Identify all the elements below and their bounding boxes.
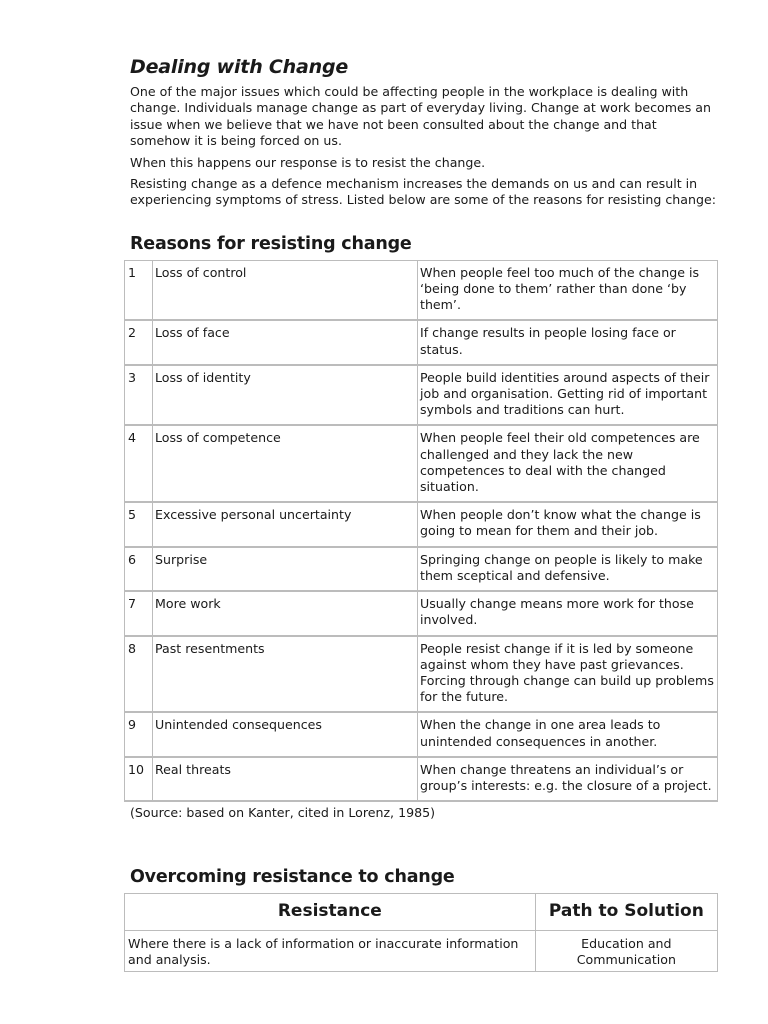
reason-title: Unintended consequences xyxy=(153,713,418,757)
reason-description: Usually change means more work for those involved. xyxy=(418,592,718,636)
table-header-row xyxy=(125,893,718,930)
overcome-table xyxy=(124,893,718,972)
intro-paragraph: Resisting change as a defence mechanism increases the demands on us and can result in experiencing symptoms of stress. Listed below are some of the reasons for resisting change: xyxy=(130,176,716,208)
reason-title: Surprise xyxy=(153,548,418,592)
reason-title: Excessive personal uncertainty xyxy=(153,503,418,547)
reason-number: 2 xyxy=(125,321,153,365)
reason-number: 4 xyxy=(125,426,153,503)
reason-number: 3 xyxy=(125,366,153,427)
reason-description: If change results in people losing face or status. xyxy=(418,321,718,365)
intro-paragraph: When this happens our response is to resist the change. xyxy=(130,154,486,170)
reason-description: When change threatens an individual’s or group’s interests: e.g. the closure of a project. xyxy=(418,758,718,802)
reason-description: People build identities around aspects of their job and organisation. Getting rid of important symbols and traditions can hurt. xyxy=(418,366,718,427)
intro-paragraph: One of the major issues which could be affecting people in the workplace is dealing with change. Individuals manage change as part of everyday living. Change at work becomes an issue when we believe that we have not been consulted about the change and that somehow it is being forced on us. xyxy=(130,84,711,149)
resistance-column-header: Resistance xyxy=(125,893,536,930)
reason-title: More work xyxy=(153,592,418,636)
reason-description: When people feel too much of the change is ‘being done to them’ rather than done ‘by them’. xyxy=(418,261,718,322)
table-row xyxy=(125,548,718,592)
reason-title: Loss of identity xyxy=(153,366,418,427)
table-row xyxy=(125,637,718,714)
overcome-heading: Overcoming resistance to change xyxy=(130,866,455,887)
reason-number: 8 xyxy=(125,637,153,714)
resistance-cell: Where there is a lack of information or inaccurate information and analysis. xyxy=(125,930,536,971)
reason-number: 5 xyxy=(125,503,153,547)
path-column-header: Path to Solution xyxy=(535,893,717,930)
reason-number: 10 xyxy=(125,758,153,802)
table-row xyxy=(125,426,718,503)
reason-number: 7 xyxy=(125,592,153,636)
reasons-heading: Reasons for resisting change xyxy=(130,233,412,254)
reason-title: Real threats xyxy=(153,758,418,802)
reason-title: Loss of control xyxy=(153,261,418,322)
reason-number: 9 xyxy=(125,713,153,757)
reason-description: When the change in one area leads to unintended consequences in another. xyxy=(418,713,718,757)
table-row xyxy=(125,366,718,427)
table-row xyxy=(125,321,718,365)
table-row xyxy=(125,930,718,971)
table-row xyxy=(125,261,718,322)
reasons-table xyxy=(124,260,718,802)
reason-description: Springing change on people is likely to make them sceptical and defensive. xyxy=(418,548,718,592)
path-cell: Education and Communication xyxy=(535,930,717,971)
reason-title: Loss of face xyxy=(153,321,418,365)
page-title: Dealing with Change xyxy=(130,56,349,78)
table-row xyxy=(125,592,718,636)
reason-number: 6 xyxy=(125,548,153,592)
source-citation: (Source: based on Kanter, cited in Lorenz, 1985) xyxy=(130,805,436,821)
reason-description: When people feel their old competences are challenged and they lack the new competences to deal with the changed situation. xyxy=(418,426,718,503)
table-row xyxy=(125,713,718,757)
document-page xyxy=(130,56,718,972)
reason-number: 1 xyxy=(125,261,153,322)
table-row xyxy=(125,503,718,547)
reason-description: When people don’t know what the change is going to mean for them and their job. xyxy=(418,503,718,547)
reason-title: Past resentments xyxy=(153,637,418,714)
reason-description: People resist change if it is led by someone against whom they have past grievances. Forcing through change can build up problems for the future. xyxy=(418,637,718,714)
reason-title: Loss of competence xyxy=(153,426,418,503)
table-row xyxy=(125,758,718,802)
